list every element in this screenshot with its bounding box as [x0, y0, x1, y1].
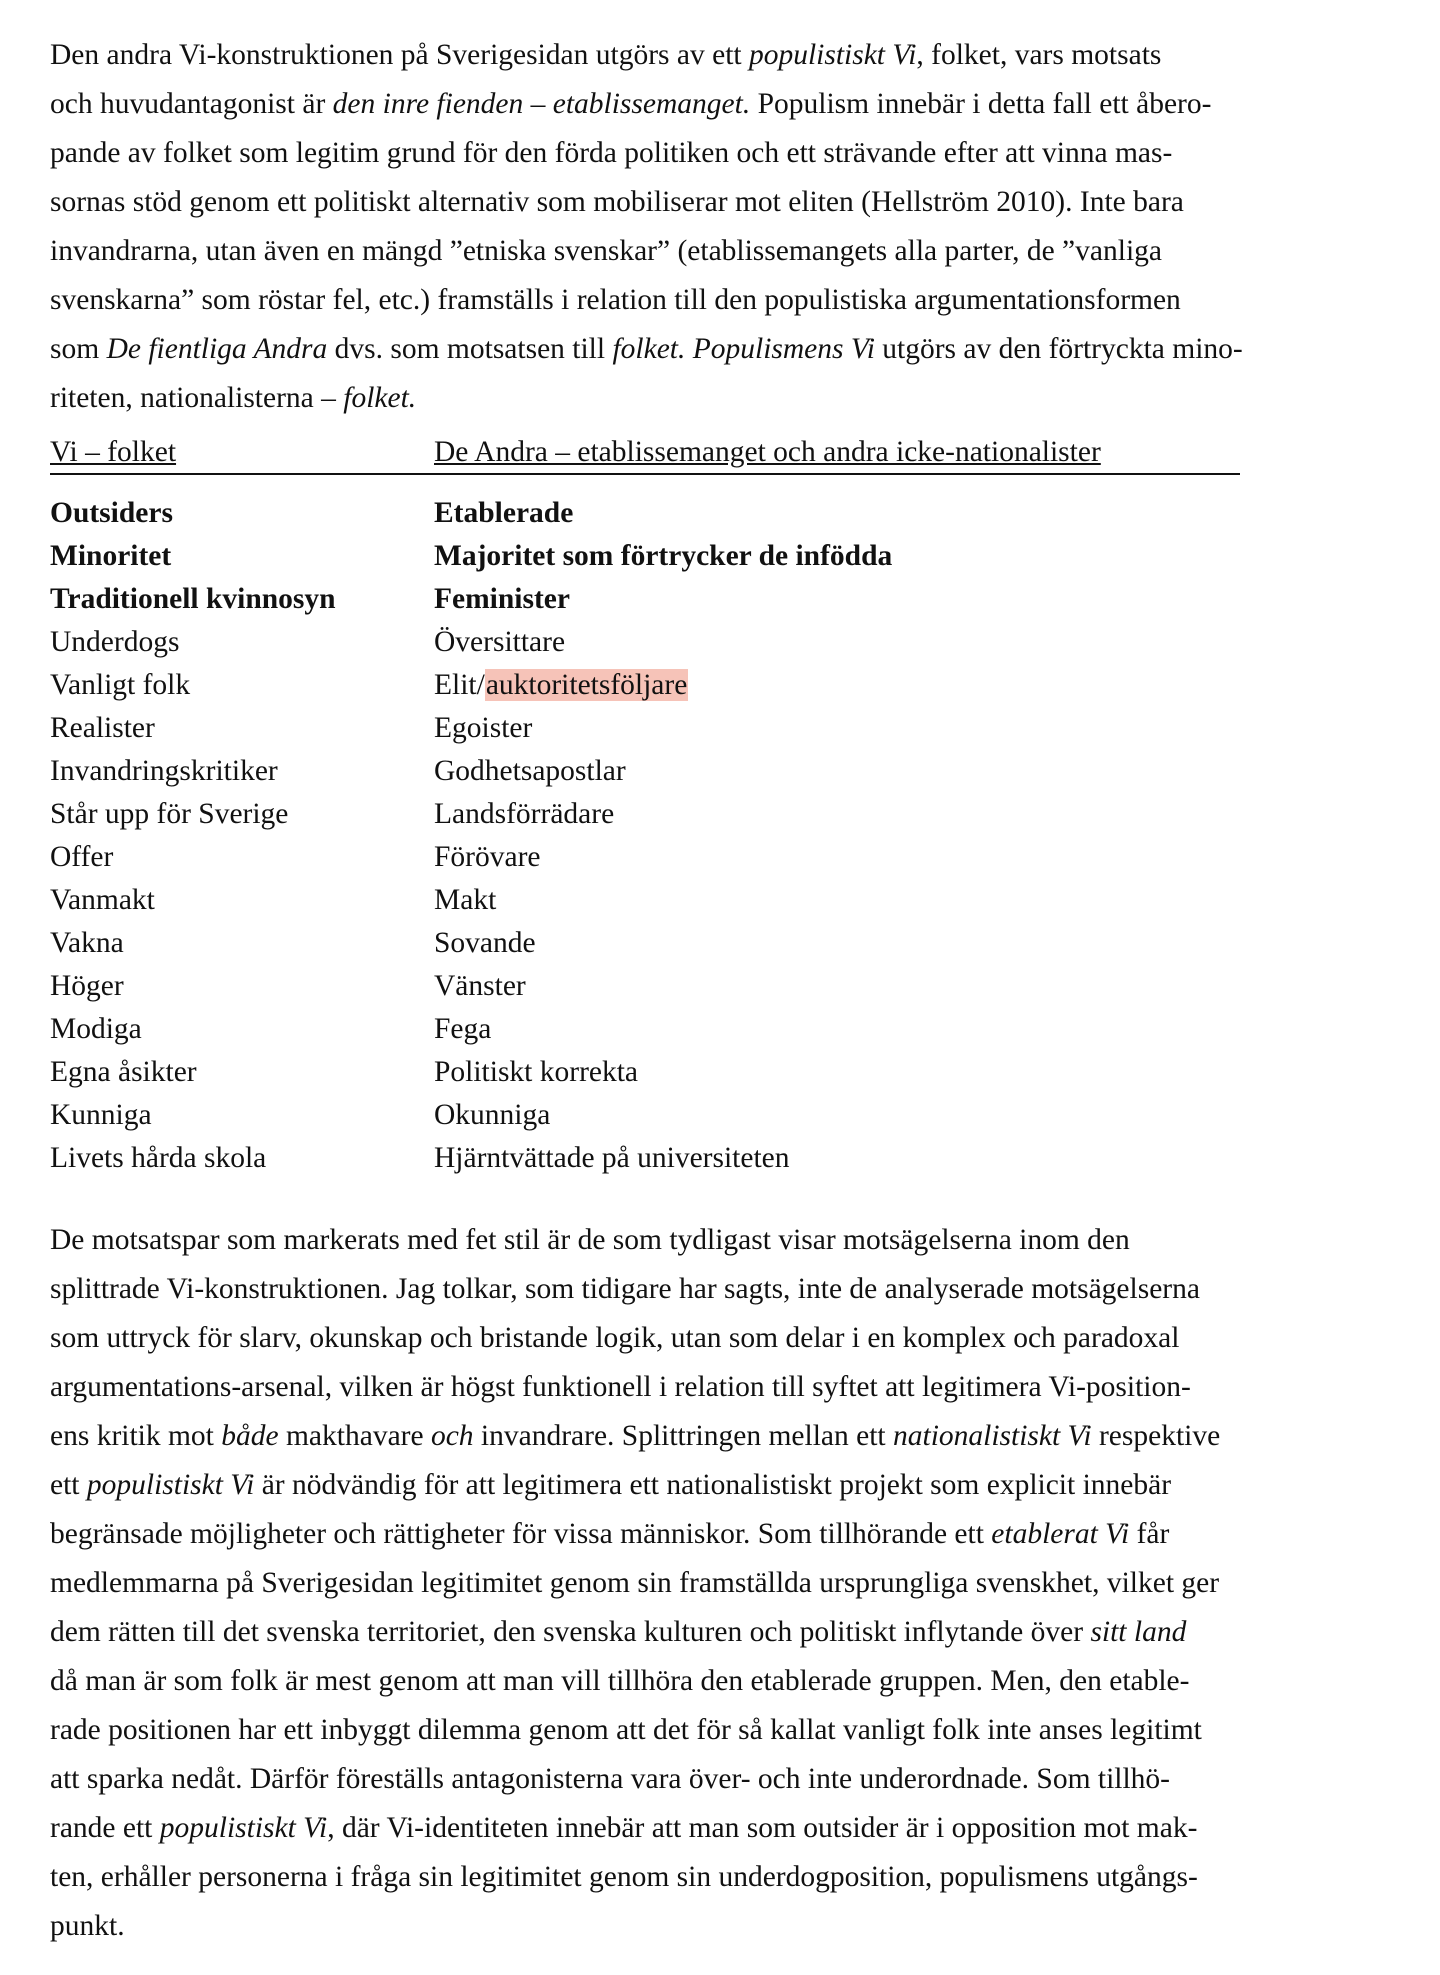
header-left: Vi – folket	[50, 436, 177, 468]
andra-term-text: Landsförrädare	[434, 798, 615, 830]
text-run: pande av folket som legitim grund för den förda politiken och ett strävande efter att vinna mas-	[50, 137, 1173, 169]
andra-term-text: Hjärntvättade på universiteten	[434, 1142, 790, 1174]
andra-term-text: Politiskt korrekta	[434, 1056, 639, 1088]
header-underline	[50, 473, 1240, 475]
text-line	[50, 1559, 1440, 1608]
vi-term: Vanligt folk	[50, 669, 191, 701]
text-run: som uttryck för slarv, okunskap och bristande logik, utan som delar i en komplex och paradoxal	[50, 1322, 1180, 1354]
text-line	[50, 1755, 1440, 1804]
andra-term	[434, 1051, 638, 1094]
vi-term: Offer	[50, 841, 114, 873]
analysis-paragraph	[50, 1216, 1440, 1951]
italic-run: både	[221, 1420, 279, 1452]
andra-term	[434, 621, 565, 664]
vi-term: Livets hårda skola	[50, 1142, 267, 1174]
text-line	[50, 1804, 1440, 1853]
text-run: att sparka nedåt. Därför föreställs antagonisterna vara över- och inte underordnade. Som tillhö-	[50, 1763, 1171, 1795]
text-run: , där Vi-identiteten innebär att man som outsider är i opposition mot mak-	[327, 1812, 1198, 1844]
vi-term: Minoritet	[50, 540, 172, 572]
table-header	[50, 436, 1240, 478]
italic-run: populistiskt Vi	[86, 1469, 255, 1501]
andra-term	[434, 836, 541, 879]
andra-term	[434, 492, 573, 535]
text-run: begränsade möjligheter och rättigheter för vissa människor. Som tillhörande ett	[50, 1518, 992, 1550]
text-line	[50, 1412, 1440, 1461]
text-run: Populism innebär i detta fall ett åbero-	[750, 88, 1212, 120]
text-run: punkt.	[50, 1910, 125, 1942]
vi-term: Traditionell kvinnosyn	[50, 583, 336, 615]
text-run: invandrarna, utan även en mängd ”etniska svenskar” (etablissemangets alla parter, de ”vanliga	[50, 235, 1162, 267]
andra-term	[434, 707, 532, 750]
text-run: respektive	[1091, 1420, 1221, 1452]
andra-term	[434, 1137, 790, 1180]
text-line	[50, 1706, 1440, 1755]
text-run: dem rätten till det svenska territoriet, den svenska kulturen och politiskt inflytande över	[50, 1616, 1091, 1648]
text-run: som	[50, 333, 107, 365]
text-line	[50, 1363, 1440, 1412]
text-run: medlemmarna på Sverigesidan legitimitet genom sin framställda ursprungliga svenskhet, vilket ger	[50, 1567, 1220, 1599]
andra-term-text: Översittare	[434, 626, 566, 658]
text-line	[50, 1216, 1440, 1265]
text-run: Den andra Vi-konstruktionen på Sverigesidan utgörs av ett	[50, 39, 749, 71]
text-line	[50, 1265, 1440, 1314]
italic-run: sitt land	[1090, 1616, 1187, 1648]
andra-term	[434, 1094, 550, 1137]
andra-term-text: Feminister	[434, 583, 570, 615]
vi-term: Modiga	[50, 1013, 142, 1045]
vi-term: Outsiders	[50, 497, 173, 529]
andra-term-text: Vänster	[434, 970, 526, 1002]
italic-run: nationalistiskt Vi	[893, 1420, 1092, 1452]
andra-term-text: Okunniga	[434, 1099, 551, 1131]
text-run: dvs. som motsatsen till	[327, 333, 613, 365]
vi-term: Egna åsikter	[50, 1056, 197, 1088]
andra-term-text: Godhetsapostlar	[434, 755, 626, 787]
text-run: argumentations-arsenal, vilken är högst funktionell i relation till syftet att legitimera Vi-position-	[50, 1371, 1191, 1403]
text-run: rade positionen har ett inbyggt dilemma genom att det för så kallat vanligt folk inte anses legitimt	[50, 1714, 1202, 1746]
text-run: svenskarna” som röstar fel, etc.) framställs i relation till den populistiska argumentationsformen	[50, 284, 1181, 316]
text-line	[50, 31, 1440, 80]
vi-term: Höger	[50, 970, 124, 1002]
text-line	[50, 1902, 1440, 1951]
andra-term-text: Makt	[434, 884, 497, 916]
text-run: och huvudantagonist är	[50, 88, 333, 120]
text-run: då man är som folk är mest genom att man vill tillhöra den etablerade gruppen. Men, den etable-	[50, 1665, 1190, 1697]
vi-term: Vakna	[50, 927, 124, 959]
highlighted-term: auktoritetsföljare	[485, 669, 688, 701]
andra-term	[434, 922, 536, 965]
text-run: splittrade Vi-konstruktionen. Jag tolkar, som tidigare har sagts, inte de analyserade motsägelserna	[50, 1273, 1200, 1305]
italic-run: folket.	[343, 382, 417, 414]
italic-run: den inre fienden – etablissemanget.	[332, 88, 751, 120]
text-run: ten, erhåller personerna i fråga sin legitimitet genom sin underdogposition, populismens utgångs-	[50, 1861, 1198, 1893]
text-line	[50, 178, 1440, 227]
text-line	[50, 1657, 1440, 1706]
text-run: ett	[50, 1469, 87, 1501]
text-run: sornas stöd genom ett politiskt alternativ som mobiliserar mot eliten (Hellström 2010). Inte bara	[50, 186, 1184, 218]
andra-term	[434, 1008, 491, 1051]
andra-term-text: Förövare	[434, 841, 541, 873]
vi-term: Invandringskritiker	[50, 755, 278, 787]
andra-term	[434, 965, 526, 1008]
andra-term-text: Sovande	[434, 927, 536, 959]
andra-term	[434, 793, 614, 836]
andra-term-text: Fega	[434, 1013, 492, 1045]
text-run: invandrare. Splittringen mellan ett	[473, 1420, 893, 1452]
text-line	[50, 1853, 1440, 1902]
text-line	[50, 1314, 1440, 1363]
intro-paragraph	[50, 31, 1440, 423]
andra-term-text: Majoritet som förtrycker de infödda	[434, 540, 893, 572]
vi-term: Står upp för Sverige	[50, 798, 289, 830]
italic-run: etablerat Vi	[991, 1518, 1130, 1550]
text-line	[50, 276, 1440, 325]
text-line	[50, 325, 1440, 374]
text-run: riteten, nationalisterna –	[50, 382, 344, 414]
andra-term	[434, 578, 570, 621]
text-run: är nödvändig för att legitimera ett nationalistiskt projekt som explicit innebär	[254, 1469, 1172, 1501]
andra-term	[434, 535, 892, 578]
text-line	[50, 1510, 1440, 1559]
header-right: De Andra – etablissemanget och andra icke-nationalister	[434, 436, 1101, 468]
text-line	[50, 1461, 1440, 1510]
andra-term	[434, 750, 626, 793]
andra-term-text: Elit/	[434, 669, 485, 701]
text-line	[50, 374, 1440, 423]
text-run: får	[1129, 1518, 1170, 1550]
andra-term	[434, 664, 688, 707]
vi-term: Realister	[50, 712, 155, 744]
italic-run: De fientliga Andra	[106, 333, 328, 365]
text-run: ens kritik mot	[50, 1420, 222, 1452]
text-line	[50, 1608, 1440, 1657]
text-line	[50, 80, 1440, 129]
italic-run: populistiskt Vi	[159, 1812, 328, 1844]
text-run: utgörs av den förtryckta mino-	[874, 333, 1243, 365]
andra-term-text: Egoister	[434, 712, 533, 744]
vi-term: Vanmakt	[50, 884, 155, 916]
text-line	[50, 227, 1440, 276]
andra-term-text: Etablerade	[434, 497, 574, 529]
italic-run: och	[430, 1420, 474, 1452]
text-run: De motsatspar som markerats med fet stil är de som tydligast visar motsägelserna inom den	[50, 1224, 1130, 1256]
text-run: , folket, vars motsats	[916, 39, 1162, 71]
andra-term	[434, 879, 496, 922]
italic-run: folket. Populismens Vi	[612, 333, 875, 365]
vi-term: Underdogs	[50, 626, 180, 658]
italic-run: populistiskt Vi	[748, 39, 917, 71]
text-run: rande ett	[50, 1812, 160, 1844]
vi-term: Kunniga	[50, 1099, 152, 1131]
text-line	[50, 129, 1440, 178]
text-run: makthavare	[278, 1420, 431, 1452]
